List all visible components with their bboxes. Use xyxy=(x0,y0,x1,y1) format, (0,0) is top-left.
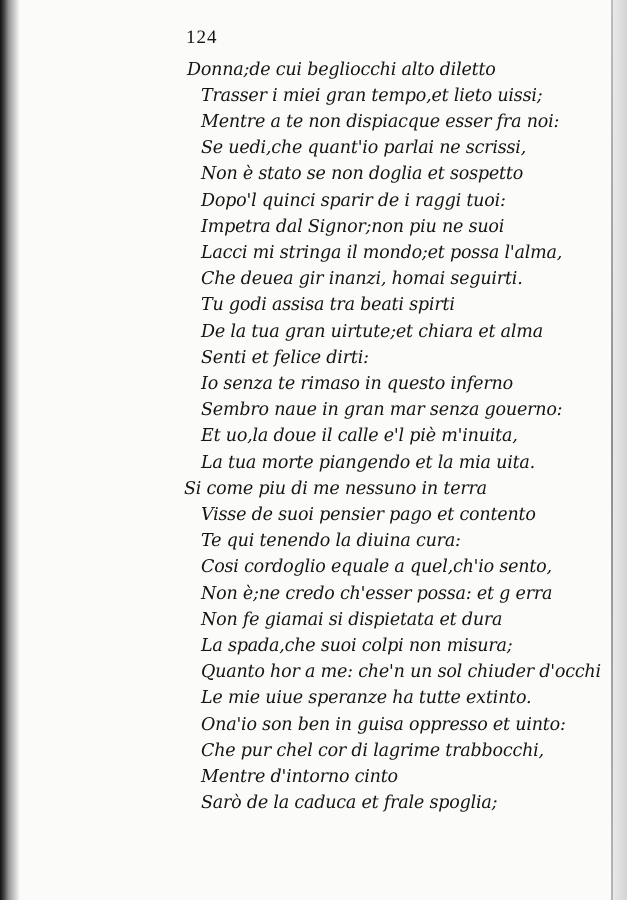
poem-line: Dopo'l quinci sparir de i raggi tuoi: xyxy=(201,191,506,211)
poem-line: Mentre a te non dispiacque esser fra noi: xyxy=(201,112,560,132)
poem-line: Si come piu di me nessuno in terra xyxy=(184,479,487,499)
fore-edge-shadow xyxy=(613,0,627,900)
poem-line: La tua morte piangendo et la mia uita. xyxy=(201,453,536,473)
page-number: 124 xyxy=(186,27,218,48)
poem-line: Et uo,la doue il calle e'l piè m'inuita, xyxy=(201,426,518,446)
poem-line: Mentre d'intorno cinto xyxy=(201,767,398,787)
poem-line: Se uedi,che quant'io parlai ne scrissi, xyxy=(201,138,527,158)
poem-line: Che deuea gir inanzi, homai seguirti. xyxy=(201,269,523,289)
poem-line: Impetra dal Signor;non piu ne suoi xyxy=(201,217,505,237)
poem-line: Donna;de cui begliocchi alto diletto xyxy=(187,60,496,80)
poem-line: Non è stato se non doglia et sospetto xyxy=(201,164,524,184)
poem-line: Lacci mi stringa il mondo;et possa l'alma, xyxy=(201,243,563,263)
poem-line: Sarò de la caduca et frale spoglia; xyxy=(201,793,498,813)
poem-line: Visse de suoi pensier pago et contento xyxy=(201,505,536,525)
poem-line: La spada,che suoi colpi non misura; xyxy=(201,636,513,656)
poem-line: Ona'io son ben in guisa oppresso et uinto: xyxy=(201,715,566,735)
fore-edge-line xyxy=(611,0,613,900)
poem-line: Cosi cordoglio equale a quel,ch'io sento, xyxy=(201,557,552,577)
poem-line: Quanto hor a me: che'n un sol chiuder d'occhi xyxy=(201,662,601,682)
poem-line: Te qui tenendo la diuina cura: xyxy=(201,531,461,551)
poem-line: Le mie uiue speranze ha tutte extinto. xyxy=(201,688,532,708)
poem-line: De la tua gran uirtute;et chiara et alma xyxy=(201,322,543,342)
poem-line: Che pur chel cor di lagrime trabbocchi, xyxy=(201,741,544,761)
poem-line: Tu godi assisa tra beati spirti xyxy=(201,295,455,315)
poem-line: Non è;ne credo ch'esser possa: et g erra xyxy=(201,584,553,604)
poem-line: Trasser i miei gran tempo,et lieto uissi; xyxy=(201,86,543,106)
poem-line: Senti et felice dirti: xyxy=(201,348,369,368)
binding-shadow xyxy=(0,0,20,900)
poem-line: Non fe giamai si dispietata et dura xyxy=(201,610,503,630)
poem-line: Sembro naue in gran mar senza gouerno: xyxy=(201,400,563,420)
poem-line: Io senza te rimaso in questo inferno xyxy=(201,374,513,394)
